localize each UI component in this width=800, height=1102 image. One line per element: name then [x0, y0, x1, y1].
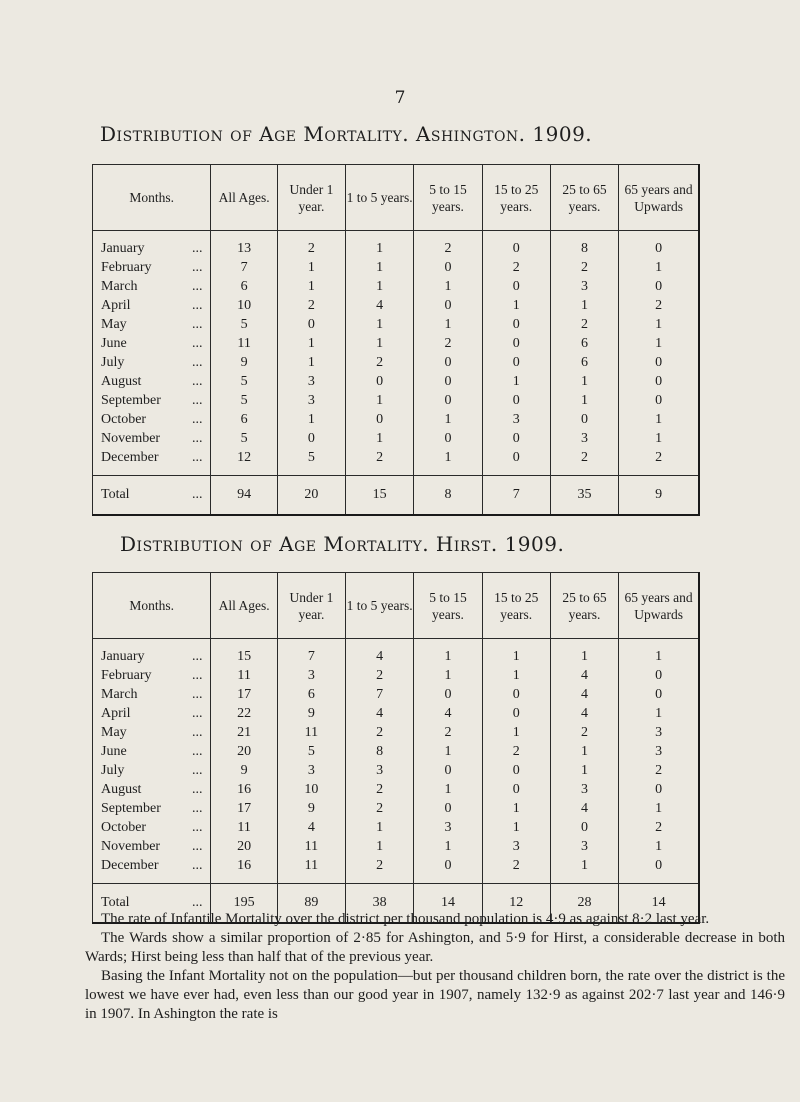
value-cell: 2 — [346, 666, 414, 685]
table-row — [93, 761, 700, 780]
value-cell: 2 — [346, 448, 414, 467]
value-cell: 2 — [619, 761, 699, 780]
value-cell: 0 — [482, 780, 550, 799]
value-cell: 3 — [482, 410, 550, 429]
value-cell: 11 — [277, 723, 345, 742]
value-cell: 0 — [619, 372, 699, 391]
column-header: Months. — [93, 165, 211, 231]
value-cell: 2 — [550, 723, 618, 742]
table-row — [93, 315, 700, 334]
body-text — [85, 910, 785, 1024]
table-row — [93, 239, 700, 258]
value-cell: 1 — [346, 837, 414, 856]
value-cell: 1 — [346, 315, 414, 334]
value-cell: 2 — [346, 799, 414, 818]
paragraph: The Wards show a similar proportion of 2·85 for Ashington, and 5·9 for Hirst, a considerable decrease in both Wards; Hirst being less than half that of the previous year. — [85, 930, 785, 965]
value-cell: 0 — [482, 334, 550, 353]
value-cell: 0 — [619, 666, 699, 685]
value-cell: 0 — [619, 685, 699, 704]
value-cell: 1 — [346, 818, 414, 837]
value-cell: 1 — [619, 429, 699, 448]
table-row — [93, 277, 700, 296]
table-title-hirst: Distribution of Age Mortality. Hirst. 1909. — [120, 532, 565, 556]
value-cell: 3 — [346, 761, 414, 780]
value-cell: 9 — [277, 704, 345, 723]
month-cell: January ... — [101, 241, 203, 256]
value-cell: 3 — [550, 429, 618, 448]
value-cell: 4 — [277, 818, 345, 837]
value-cell: 5 — [211, 429, 277, 448]
table-row — [93, 742, 700, 761]
value-cell: 1 — [482, 799, 550, 818]
ashington-mortality-table — [92, 164, 700, 516]
total-value-cell: 14 — [619, 884, 699, 924]
value-cell: 2 — [619, 296, 699, 315]
value-cell: 4 — [550, 704, 618, 723]
value-cell: 1 — [346, 258, 414, 277]
value-cell: 1 — [277, 277, 345, 296]
total-value-cell: 38 — [346, 884, 414, 924]
value-cell: 2 — [482, 258, 550, 277]
value-cell: 2 — [550, 258, 618, 277]
table-row — [93, 799, 700, 818]
value-cell: 2 — [346, 780, 414, 799]
month-cell: August ... — [101, 782, 203, 797]
value-cell: 20 — [211, 837, 277, 856]
value-cell: 1 — [346, 391, 414, 410]
value-cell: 1 — [619, 837, 699, 856]
month-cell: March ... — [101, 279, 203, 294]
table-row — [93, 410, 700, 429]
total-value-cell: 9 — [619, 476, 699, 516]
month-cell: October ... — [101, 412, 203, 427]
column-header: 65 years and Upwards — [619, 165, 699, 231]
table-row — [93, 296, 700, 315]
column-header: 15 to 25 years. — [482, 165, 550, 231]
value-cell: 2 — [346, 723, 414, 742]
month-cell: September ... — [101, 801, 203, 816]
value-cell: 17 — [211, 685, 277, 704]
value-cell: 2 — [482, 856, 550, 875]
value-cell: 7 — [277, 647, 345, 666]
value-cell: 2 — [346, 856, 414, 875]
value-cell: 5 — [211, 315, 277, 334]
month-cell: April ... — [101, 298, 203, 313]
value-cell: 3 — [482, 837, 550, 856]
value-cell: 1 — [346, 277, 414, 296]
paragraph: Basing the Infant Mortality not on the population—but per thousand children born, the rate over the district is the lowest we have ever had, even less than our good year in 1907, namely 132·9 as against 202·7 last year and 146·9 in 1907. In Ashington the rate is — [85, 968, 785, 1022]
value-cell: 0 — [277, 429, 345, 448]
value-cell: 0 — [482, 704, 550, 723]
month-cell: January ... — [101, 649, 203, 664]
value-cell: 3 — [619, 723, 699, 742]
value-cell: 0 — [619, 239, 699, 258]
value-cell: 1 — [619, 410, 699, 429]
value-cell: 0 — [414, 685, 482, 704]
value-cell: 4 — [346, 296, 414, 315]
value-cell: 3 — [619, 742, 699, 761]
value-cell: 6 — [550, 334, 618, 353]
total-value-cell: 20 — [277, 476, 345, 516]
table-row — [93, 372, 700, 391]
value-cell: 0 — [482, 685, 550, 704]
hirst-mortality-table — [92, 572, 700, 924]
total-value-cell: 94 — [211, 476, 277, 516]
month-cell: February ... — [101, 668, 203, 683]
value-cell: 1 — [414, 666, 482, 685]
value-cell: 1 — [550, 856, 618, 875]
month-cell: July ... — [101, 763, 203, 778]
value-cell: 12 — [211, 448, 277, 467]
value-cell: 0 — [619, 391, 699, 410]
total-value-cell: 7 — [482, 476, 550, 516]
value-cell: 7 — [346, 685, 414, 704]
value-cell: 11 — [277, 837, 345, 856]
value-cell: 0 — [414, 258, 482, 277]
value-cell: 6 — [277, 685, 345, 704]
total-value-cell: 89 — [277, 884, 345, 924]
value-cell: 13 — [211, 239, 277, 258]
value-cell: 3 — [277, 391, 345, 410]
table-row — [93, 704, 700, 723]
table-row — [93, 334, 700, 353]
value-cell: 3 — [550, 837, 618, 856]
value-cell: 1 — [482, 818, 550, 837]
value-cell: 7 — [211, 258, 277, 277]
value-cell: 2 — [346, 353, 414, 372]
value-cell: 1 — [277, 410, 345, 429]
total-value-cell: 12 — [482, 884, 550, 924]
value-cell: 0 — [482, 353, 550, 372]
value-cell: 10 — [277, 780, 345, 799]
value-cell: 1 — [550, 391, 618, 410]
total-value-cell: 14 — [414, 884, 482, 924]
value-cell: 5 — [211, 372, 277, 391]
total-label: Total ... — [93, 476, 211, 516]
paragraph: The rate of Infantile Mortality over the district per thousand population is 4·9 as against 8·2 last year. — [101, 911, 710, 927]
value-cell: 0 — [414, 372, 482, 391]
column-header: 15 to 25 years. — [482, 573, 550, 639]
value-cell: 0 — [619, 856, 699, 875]
month-cell: May ... — [101, 725, 203, 740]
value-cell: 1 — [482, 647, 550, 666]
value-cell: 1 — [414, 315, 482, 334]
column-header: 1 to 5 years. — [346, 573, 414, 639]
value-cell: 4 — [550, 666, 618, 685]
value-cell: 1 — [414, 837, 482, 856]
table-row — [93, 837, 700, 856]
value-cell: 2 — [414, 723, 482, 742]
value-cell: 3 — [277, 372, 345, 391]
value-cell: 0 — [550, 818, 618, 837]
value-cell: 1 — [414, 410, 482, 429]
value-cell: 2 — [550, 315, 618, 334]
value-cell: 3 — [550, 780, 618, 799]
value-cell: 1 — [619, 704, 699, 723]
value-cell: 9 — [211, 353, 277, 372]
value-cell: 2 — [619, 448, 699, 467]
total-value-cell: 195 — [211, 884, 277, 924]
value-cell: 2 — [277, 239, 345, 258]
value-cell: 0 — [482, 761, 550, 780]
value-cell: 6 — [550, 353, 618, 372]
column-header: Under 1 year. — [277, 573, 345, 639]
value-cell: 15 — [211, 647, 277, 666]
column-header: 25 to 65 years. — [550, 165, 618, 231]
value-cell: 1 — [550, 761, 618, 780]
value-cell: 4 — [414, 704, 482, 723]
table-row — [93, 448, 700, 467]
value-cell: 0 — [482, 277, 550, 296]
table-row — [93, 856, 700, 875]
page-number: 7 — [394, 88, 406, 108]
value-cell: 6 — [211, 277, 277, 296]
value-cell: 11 — [211, 666, 277, 685]
value-cell: 1 — [550, 296, 618, 315]
table-row — [93, 429, 700, 448]
value-cell: 0 — [550, 410, 618, 429]
value-cell: 0 — [482, 391, 550, 410]
value-cell: 2 — [414, 239, 482, 258]
value-cell: 16 — [211, 780, 277, 799]
value-cell: 1 — [550, 647, 618, 666]
value-cell: 1 — [550, 372, 618, 391]
value-cell: 0 — [619, 780, 699, 799]
value-cell: 0 — [414, 353, 482, 372]
value-cell: 1 — [414, 780, 482, 799]
value-cell: 1 — [277, 258, 345, 277]
column-header: 5 to 15 years. — [414, 573, 482, 639]
value-cell: 9 — [211, 761, 277, 780]
value-cell: 0 — [346, 372, 414, 391]
table-row — [93, 723, 700, 742]
value-cell: 1 — [346, 334, 414, 353]
month-cell: November ... — [101, 431, 203, 446]
value-cell: 2 — [550, 448, 618, 467]
column-header: 1 to 5 years. — [346, 165, 414, 231]
value-cell: 0 — [414, 296, 482, 315]
value-cell: 3 — [550, 277, 618, 296]
value-cell: 1 — [346, 429, 414, 448]
value-cell: 22 — [211, 704, 277, 723]
value-cell: 2 — [277, 296, 345, 315]
value-cell: 2 — [482, 742, 550, 761]
value-cell: 0 — [482, 239, 550, 258]
value-cell: 0 — [346, 410, 414, 429]
table-row — [93, 818, 700, 837]
value-cell: 1 — [482, 372, 550, 391]
value-cell: 1 — [550, 742, 618, 761]
month-cell: September ... — [101, 393, 203, 408]
total-value-cell: 15 — [346, 476, 414, 516]
total-label: Total ... — [93, 884, 211, 924]
table-row — [93, 353, 700, 372]
month-cell: May ... — [101, 317, 203, 332]
value-cell: 0 — [414, 799, 482, 818]
month-cell: March ... — [101, 687, 203, 702]
table-row — [93, 685, 700, 704]
column-header: Months. — [93, 573, 211, 639]
value-cell: 0 — [414, 761, 482, 780]
value-cell: 3 — [277, 761, 345, 780]
column-header: 5 to 15 years. — [414, 165, 482, 231]
value-cell: 0 — [414, 391, 482, 410]
value-cell: 1 — [414, 448, 482, 467]
value-cell: 9 — [277, 799, 345, 818]
value-cell: 8 — [550, 239, 618, 258]
table-row — [93, 666, 700, 685]
value-cell: 16 — [211, 856, 277, 875]
value-cell: 1 — [346, 239, 414, 258]
value-cell: 1 — [619, 315, 699, 334]
value-cell: 5 — [277, 448, 345, 467]
total-value-cell: 35 — [550, 476, 618, 516]
column-header: All Ages. — [211, 573, 277, 639]
table-title-ashington: Distribution of Age Mortality. Ashington. 1909. — [100, 122, 593, 146]
value-cell: 11 — [211, 818, 277, 837]
month-cell: December ... — [101, 450, 203, 465]
table-row — [93, 647, 700, 666]
month-cell: June ... — [101, 744, 203, 759]
value-cell: 6 — [211, 410, 277, 429]
month-cell: November ... — [101, 839, 203, 854]
value-cell: 1 — [482, 666, 550, 685]
column-header: 65 years and Upwards — [619, 573, 699, 639]
value-cell: 0 — [414, 856, 482, 875]
value-cell: 8 — [346, 742, 414, 761]
column-header: Under 1 year. — [277, 165, 345, 231]
value-cell: 1 — [482, 296, 550, 315]
value-cell: 3 — [414, 818, 482, 837]
value-cell: 2 — [619, 818, 699, 837]
column-header: 25 to 65 years. — [550, 573, 618, 639]
total-value-cell: 28 — [550, 884, 618, 924]
table-row — [93, 391, 700, 410]
value-cell: 0 — [277, 315, 345, 334]
value-cell: 0 — [482, 429, 550, 448]
value-cell: 5 — [211, 391, 277, 410]
total-value-cell: 8 — [414, 476, 482, 516]
column-header: All Ages. — [211, 165, 277, 231]
value-cell: 5 — [277, 742, 345, 761]
value-cell: 17 — [211, 799, 277, 818]
value-cell: 1 — [277, 353, 345, 372]
month-cell: April ... — [101, 706, 203, 721]
value-cell: 0 — [482, 315, 550, 334]
value-cell: 2 — [414, 334, 482, 353]
value-cell: 11 — [277, 856, 345, 875]
value-cell: 1 — [619, 334, 699, 353]
value-cell: 1 — [414, 277, 482, 296]
value-cell: 20 — [211, 742, 277, 761]
total-row — [93, 476, 700, 516]
value-cell: 3 — [277, 666, 345, 685]
value-cell: 0 — [414, 429, 482, 448]
value-cell: 0 — [619, 277, 699, 296]
value-cell: 4 — [346, 647, 414, 666]
value-cell: 0 — [619, 353, 699, 372]
month-cell: December ... — [101, 858, 203, 873]
value-cell: 1 — [619, 799, 699, 818]
value-cell: 11 — [211, 334, 277, 353]
month-cell: July ... — [101, 355, 203, 370]
value-cell: 10 — [211, 296, 277, 315]
value-cell: 1 — [277, 334, 345, 353]
month-cell: June ... — [101, 336, 203, 351]
value-cell: 1 — [619, 647, 699, 666]
value-cell: 21 — [211, 723, 277, 742]
value-cell: 0 — [482, 448, 550, 467]
value-cell: 1 — [414, 647, 482, 666]
value-cell: 4 — [550, 799, 618, 818]
value-cell: 1 — [619, 258, 699, 277]
month-cell: February ... — [101, 260, 203, 275]
table-row — [93, 258, 700, 277]
month-cell: August ... — [101, 374, 203, 389]
month-cell: October ... — [101, 820, 203, 835]
value-cell: 1 — [414, 742, 482, 761]
value-cell: 4 — [550, 685, 618, 704]
value-cell: 4 — [346, 704, 414, 723]
table-row — [93, 780, 700, 799]
value-cell: 1 — [482, 723, 550, 742]
